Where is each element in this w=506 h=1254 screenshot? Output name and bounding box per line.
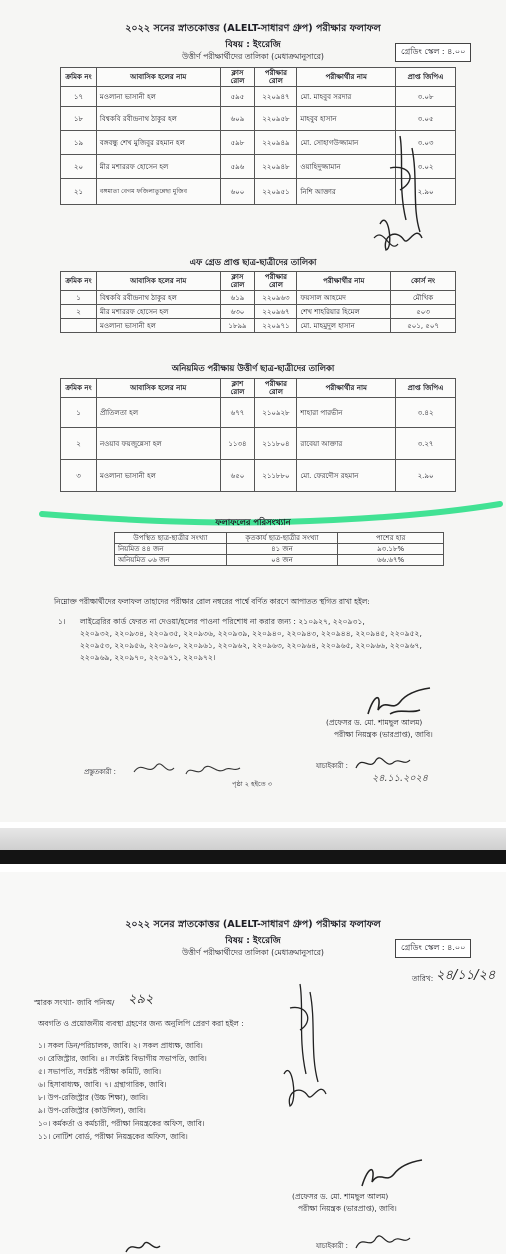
hall-cell: বিশ্বকবি রবীন্দ্রনাথ ঠাকুর হল <box>96 107 220 131</box>
copy-intro: অবগতি ও প্রয়োজনীয় ব্যবস্থা গ্রহণের জন্য অনুলিপি প্রেরণ করা হইল : <box>38 1019 244 1028</box>
class-roll-cell: ১১৩৪ <box>220 428 255 460</box>
pass-rate-cell: ৬৬.৬৭% <box>338 555 444 566</box>
distribution-item: ৫। সভাপতি, সংশ্লিষ্ট পরীক্ষা কমিটি, জাবি। <box>38 1067 162 1076</box>
col-header: ক্রমিক নং <box>61 272 97 291</box>
col-header: পরীক্ষার্থীর নাম <box>297 272 391 291</box>
col-header: ক্লাস রোল <box>220 68 255 87</box>
table-row <box>115 544 444 555</box>
class-roll-cell: ১৮৯৯ <box>220 319 255 333</box>
signature-icon <box>360 128 440 258</box>
stats-table <box>114 532 444 566</box>
verified-by-label: যাচাইকারী : <box>316 1242 348 1250</box>
gpa-cell: ৩.০৫ <box>396 107 456 131</box>
controller-signature-icon <box>356 1158 426 1194</box>
grading-scale-box: গ্রেডিং স্কেল : ৪.০০ <box>395 43 471 62</box>
withheld-intro: নিম্নোক্ত পরীক্ষার্থীদের ফলাফল তাহাদের পরীক্ষার রোল নম্বরের পার্শ্বে বর্ণিত কারণে আপাতত স্থগিত রাখা হইল: <box>54 597 370 606</box>
distribution-item: ৮। উপ-রেজিস্ট্রার (উচ্চ শিক্ষা), জাবি। <box>38 1093 148 1102</box>
page-number: পৃষ্ঠা ২ হইতে ৩ <box>232 780 273 788</box>
hall-cell: প্রীতিলতা হল <box>96 398 220 428</box>
page-title: ২০২২ সনের স্নাতকোত্তর (ALELT-সাধারণ গ্রুপ) পরীক্ষার ফলাফল <box>125 919 381 930</box>
serial-cell: ১ <box>61 291 97 305</box>
exam-roll-cell: ২১১৮৮০ <box>255 460 297 492</box>
irregular-table <box>60 378 456 492</box>
serial-cell: ২ <box>61 305 97 319</box>
class-roll-cell: ৫৯৮ <box>220 131 255 155</box>
col-header: আবাসিক হলের নাম <box>96 272 220 291</box>
exam-roll-cell: ২২০৯৬৩ <box>255 291 297 305</box>
photo-divider-band <box>0 850 506 864</box>
col-header: ক্রমিক নং <box>61 68 97 87</box>
stats-heading: ফলাফলের পরিসংখ্যান <box>215 517 291 527</box>
student-name-cell: মো. মাহমুদুল হাসান <box>297 319 391 333</box>
student-name-cell: মাহবুব হাসান <box>297 107 396 131</box>
signatory-title: পরীক্ষা নিয়ন্ত্রক (ভারপ্রাপ্ত), জাবি। <box>298 1204 397 1213</box>
serial-cell: ২ <box>61 428 97 460</box>
student-name-cell: ফয়সাল আহমেদ <box>297 291 391 305</box>
table-row <box>61 428 456 460</box>
hall-cell: মওলানা ভাসানী হল <box>96 319 220 333</box>
photo-edge-band <box>0 828 506 850</box>
exam-roll-cell: ২২০৯৪৯ <box>255 131 297 155</box>
partial-signature-icon <box>120 1236 180 1254</box>
serial-cell <box>61 319 97 333</box>
list-subtitle: উত্তীর্ণ পরীক্ষার্থীদের তালিকা (মেধাক্রমানুসারে) <box>182 948 324 957</box>
withheld-item-number: ১। <box>58 617 66 626</box>
hall-cell: মীর মশাররফ হোসেন হল <box>96 155 220 179</box>
verifier-signature-icon <box>352 1228 412 1254</box>
serial-cell: ৩ <box>61 460 97 492</box>
col-header: কৃতকার্য ছাত্র-ছাত্রীর সংখ্যা <box>226 533 338 544</box>
exam-roll-cell: ২২০৯৪৭ <box>255 87 297 107</box>
exam-roll-cell: ২১১৮০৪ <box>255 428 297 460</box>
signatory-name: (প্রফেসর ড. মো. শামছুল আলম) <box>326 718 423 727</box>
col-header: আবাসিক হলের নাম <box>96 68 220 87</box>
gpa-cell: ৩.০৩ <box>396 131 456 155</box>
serial-cell: ১৭ <box>61 87 97 107</box>
table-header-row <box>61 68 456 87</box>
serial-cell: ২০ <box>61 155 97 179</box>
table-row <box>61 460 456 492</box>
student-name-cell: মো. সোহাগউজ্জামান <box>297 131 396 155</box>
class-roll-cell: ৬০০ <box>220 179 255 205</box>
student-name-cell: মো. মাহবুব সরদার <box>297 87 396 107</box>
col-header: পাশের হার <box>338 533 444 544</box>
course-cell: ৫০১, ৫০৭ <box>391 319 456 333</box>
prepared-by-label: প্রস্তুতকারী : <box>84 768 116 776</box>
distribution-item: ৯। উপ-রেজিস্ট্রার (কাউন্সিল), জাবি। <box>38 1106 146 1115</box>
student-name-cell: মো. ফেরদৌস রহমান <box>297 460 396 492</box>
class-roll-cell: ৬৩০ <box>220 305 255 319</box>
course-cell: ৫০৩ <box>391 305 456 319</box>
table-header-row <box>115 533 444 544</box>
handwritten-signature-icon <box>270 978 340 1118</box>
memo-number: ২৯২ <box>128 992 154 1007</box>
distribution-item: ১১। নোটিশ বোর্ড, পরীক্ষা নিয়ন্ত্রকের অফিস, জাবি। <box>38 1132 188 1141</box>
hall-cell: বিশ্বকবি রবীন্দ্রনাথ ঠাকুর হল <box>96 291 220 305</box>
table-row <box>61 107 456 131</box>
hall-cell: মীর মশাররফ হোসেন হল <box>96 305 220 319</box>
passed-cell: ৪১ জন <box>226 544 338 555</box>
serial-cell: ১ <box>61 398 97 428</box>
result-page-2 <box>0 872 506 1254</box>
col-header: পরীক্ষার রোল <box>255 379 297 398</box>
f-grade-table <box>60 271 456 333</box>
f-grade-heading: এফ গ্রেড প্রাপ্ত ছাত্র-ছাত্রীদের তালিকা <box>189 257 317 267</box>
hall-cell: বঙ্গবন্ধু শেখ মুজিবুর রহমান হল <box>96 131 220 155</box>
col-header: প্রাপ্ত জিপিএ <box>396 379 456 398</box>
exam-roll-cell: ২১০৯২৮ <box>255 398 297 428</box>
distribution-item: ১। সকল ডিন/পরিচালক, জাবি। ২। সকল প্রাধ্যক্ষ, জাবি। <box>38 1041 203 1050</box>
col-header: আবাসিক হলের নাম <box>96 379 220 398</box>
attended-cell: নিয়মিত ৪৪ জন <box>115 544 227 555</box>
date-label: তারিখ: <box>412 974 434 983</box>
student-name-cell: ওয়াহিদুজ্জামান <box>297 155 396 179</box>
table-row <box>61 305 456 319</box>
col-header: ক্লাস রোল <box>220 272 255 291</box>
serial-cell: ১৮ <box>61 107 97 131</box>
distribution-item: ৩। রেজিস্ট্রার, জাবি। ৪। সংশ্লিষ্ট বিভাগীয় সভাপতি, জাবি। <box>38 1054 207 1063</box>
student-name-cell: শাহারা পারভীন <box>297 398 396 428</box>
irregular-heading: অনিয়মিত পরীক্ষায় উত্তীর্ণ ছাত্র-ছাত্রীদের তালিকা <box>171 363 335 373</box>
signatory-title: পরীক্ষা নিয়ন্ত্রক (ভারপ্রাপ্ত), জাবি। <box>334 730 433 739</box>
hall-cell: মওলানা ভাসানী হল <box>96 460 220 492</box>
student-name-cell: রাবেয়া আক্তার <box>297 428 396 460</box>
course-cell: মৌখিক <box>391 291 456 305</box>
col-header: ক্লাশ রোল <box>220 379 255 398</box>
table-row <box>61 87 456 107</box>
col-header: পরীক্ষার্থীর নাম <box>297 68 396 87</box>
exam-roll-cell: ২২০৯৭১ <box>255 319 297 333</box>
distribution-item: ৬। হিসাবাধ্যক্ষ, জাবি। ৭। গ্রন্থাগারিক, জাবি। <box>38 1080 167 1089</box>
exam-roll-cell: ২২০৯৫১ <box>255 179 297 205</box>
col-header: পরীক্ষার রোল <box>255 272 297 291</box>
grading-scale-box: গ্রেডিং স্কেল : ৪.০০ <box>395 939 471 958</box>
col-header: ক্রমিক নং <box>61 379 97 398</box>
verified-date: ২৪.১১.২০২৪ <box>372 773 428 784</box>
gpa-cell: ৩.৪২ <box>396 398 456 428</box>
page-title: ২০২২ সনের স্নাতকোত্তর (ALELT-সাধারণ গ্রুপ) পরীক্ষার ফলাফল <box>125 23 381 34</box>
memo-label: স্মারক সংখ্যা- জাবি পনিঅ/ <box>34 998 115 1007</box>
col-header: প্রাপ্ত জিপিএ <box>396 68 456 87</box>
class-roll-cell: ৫৯৫ <box>220 87 255 107</box>
hall-cell: নওয়াব ফয়জুন্নেসা হল <box>96 428 220 460</box>
withheld-line: লাইব্রেরির কার্ড ফেরত না দেওয়া/হলের পাওনা পরিশোধ না করার জন্য : ২১০৯২৭, ২২০৯৩১, <box>80 617 365 626</box>
hall-cell: বঙ্গমাতা বেগম ফজিলাতুন্নেছা মুজিব <box>96 179 220 205</box>
serial-cell: ২১ <box>61 179 97 205</box>
preparer-signature-icon <box>130 754 242 782</box>
student-name-cell: শেখ শাহরিয়ার হিমেল <box>297 305 391 319</box>
subject-heading: বিষয় : ইংরেজি <box>225 936 281 946</box>
gpa-cell: ৩.০২ <box>396 155 456 179</box>
list-subtitle: উত্তীর্ণ পরীক্ষার্থীদের তালিকা (মেধাক্রমানুসারে) <box>182 52 324 61</box>
hall-cell: মওলানা ভাসানী হল <box>96 87 220 107</box>
table-row <box>115 555 444 566</box>
distribution-item: ১০। কর্মকর্তা ও কর্মচারী, পরীক্ষা নিয়ন্ত্রকের অফিস, জাবি। <box>38 1119 205 1128</box>
table-row <box>61 291 456 305</box>
date-value: ২৪/১১/২৪ <box>436 968 496 983</box>
table-row <box>61 398 456 428</box>
table-row <box>61 319 456 333</box>
gpa-cell: ২.৯০ <box>396 179 456 205</box>
withheld-line: ২২০৯৬৯, ২২০৯৭০, ২২০৯৭১, ২২০৯৭২। <box>80 653 216 662</box>
col-header: উপস্থিত ছাত্র-ছাত্রীর সংখ্যা <box>115 533 227 544</box>
withheld-line: ২২০৯৩২, ২২০৯৩৪, ২২০৯৩৫, ২২০৯৩৬, ২২০৯৩৯, ২২০৯৪০, ২২০৯৪৩, ২২০৯৪৪, ২২০৯৪৫, ২২০৯৫২, <box>80 629 422 638</box>
exam-roll-cell: ২২০৯৫৮ <box>255 107 297 131</box>
class-roll-cell: ৬৫০ <box>220 460 255 492</box>
attended-cell: অনিয়মিত ০৬ জন <box>115 555 227 566</box>
class-roll-cell: ৫৯৬ <box>220 155 255 179</box>
gpa-cell: ৩.২৭ <box>396 428 456 460</box>
signatory-name: (প্রফেসর ড. মো. শামছুল আলম) <box>292 1192 389 1201</box>
pass-rate-cell: ৯৩.১৮% <box>338 544 444 555</box>
col-header: পরীক্ষার রোল <box>255 68 297 87</box>
verified-by-label: যাচাইকারী : <box>316 762 348 770</box>
withheld-line: ২২০৯৫৩, ২২০৯৫৬, ২২০৯৬০, ২২০৯৬১, ২২০৯৬২, ২২০৯৬৩, ২২০৯৬৪, ২২০৯৬৫, ২২০৯৬৬, ২২০৯৬৭, <box>80 641 422 650</box>
passed-cell: ০৪ জন <box>226 555 338 566</box>
col-header: কোর্স নং <box>391 272 456 291</box>
class-roll-cell: ৬৭৭ <box>220 398 255 428</box>
subject-heading: বিষয় : ইংরেজি <box>225 40 281 50</box>
class-roll-cell: ৬০৯ <box>220 107 255 131</box>
class-roll-cell: ৬১৯ <box>220 291 255 305</box>
serial-cell: ১৯ <box>61 131 97 155</box>
gpa-cell: ২.৯০ <box>396 460 456 492</box>
table-header-row <box>61 379 456 398</box>
col-header: পরীক্ষার্থীর নাম <box>297 379 396 398</box>
exam-roll-cell: ২২০৯৬৭ <box>255 305 297 319</box>
gpa-cell: ৩.০৮ <box>396 87 456 107</box>
student-name-cell: নিশি আক্তার <box>297 179 396 205</box>
table-header-row <box>61 272 456 291</box>
exam-roll-cell: ২২০৯৪৮ <box>255 155 297 179</box>
